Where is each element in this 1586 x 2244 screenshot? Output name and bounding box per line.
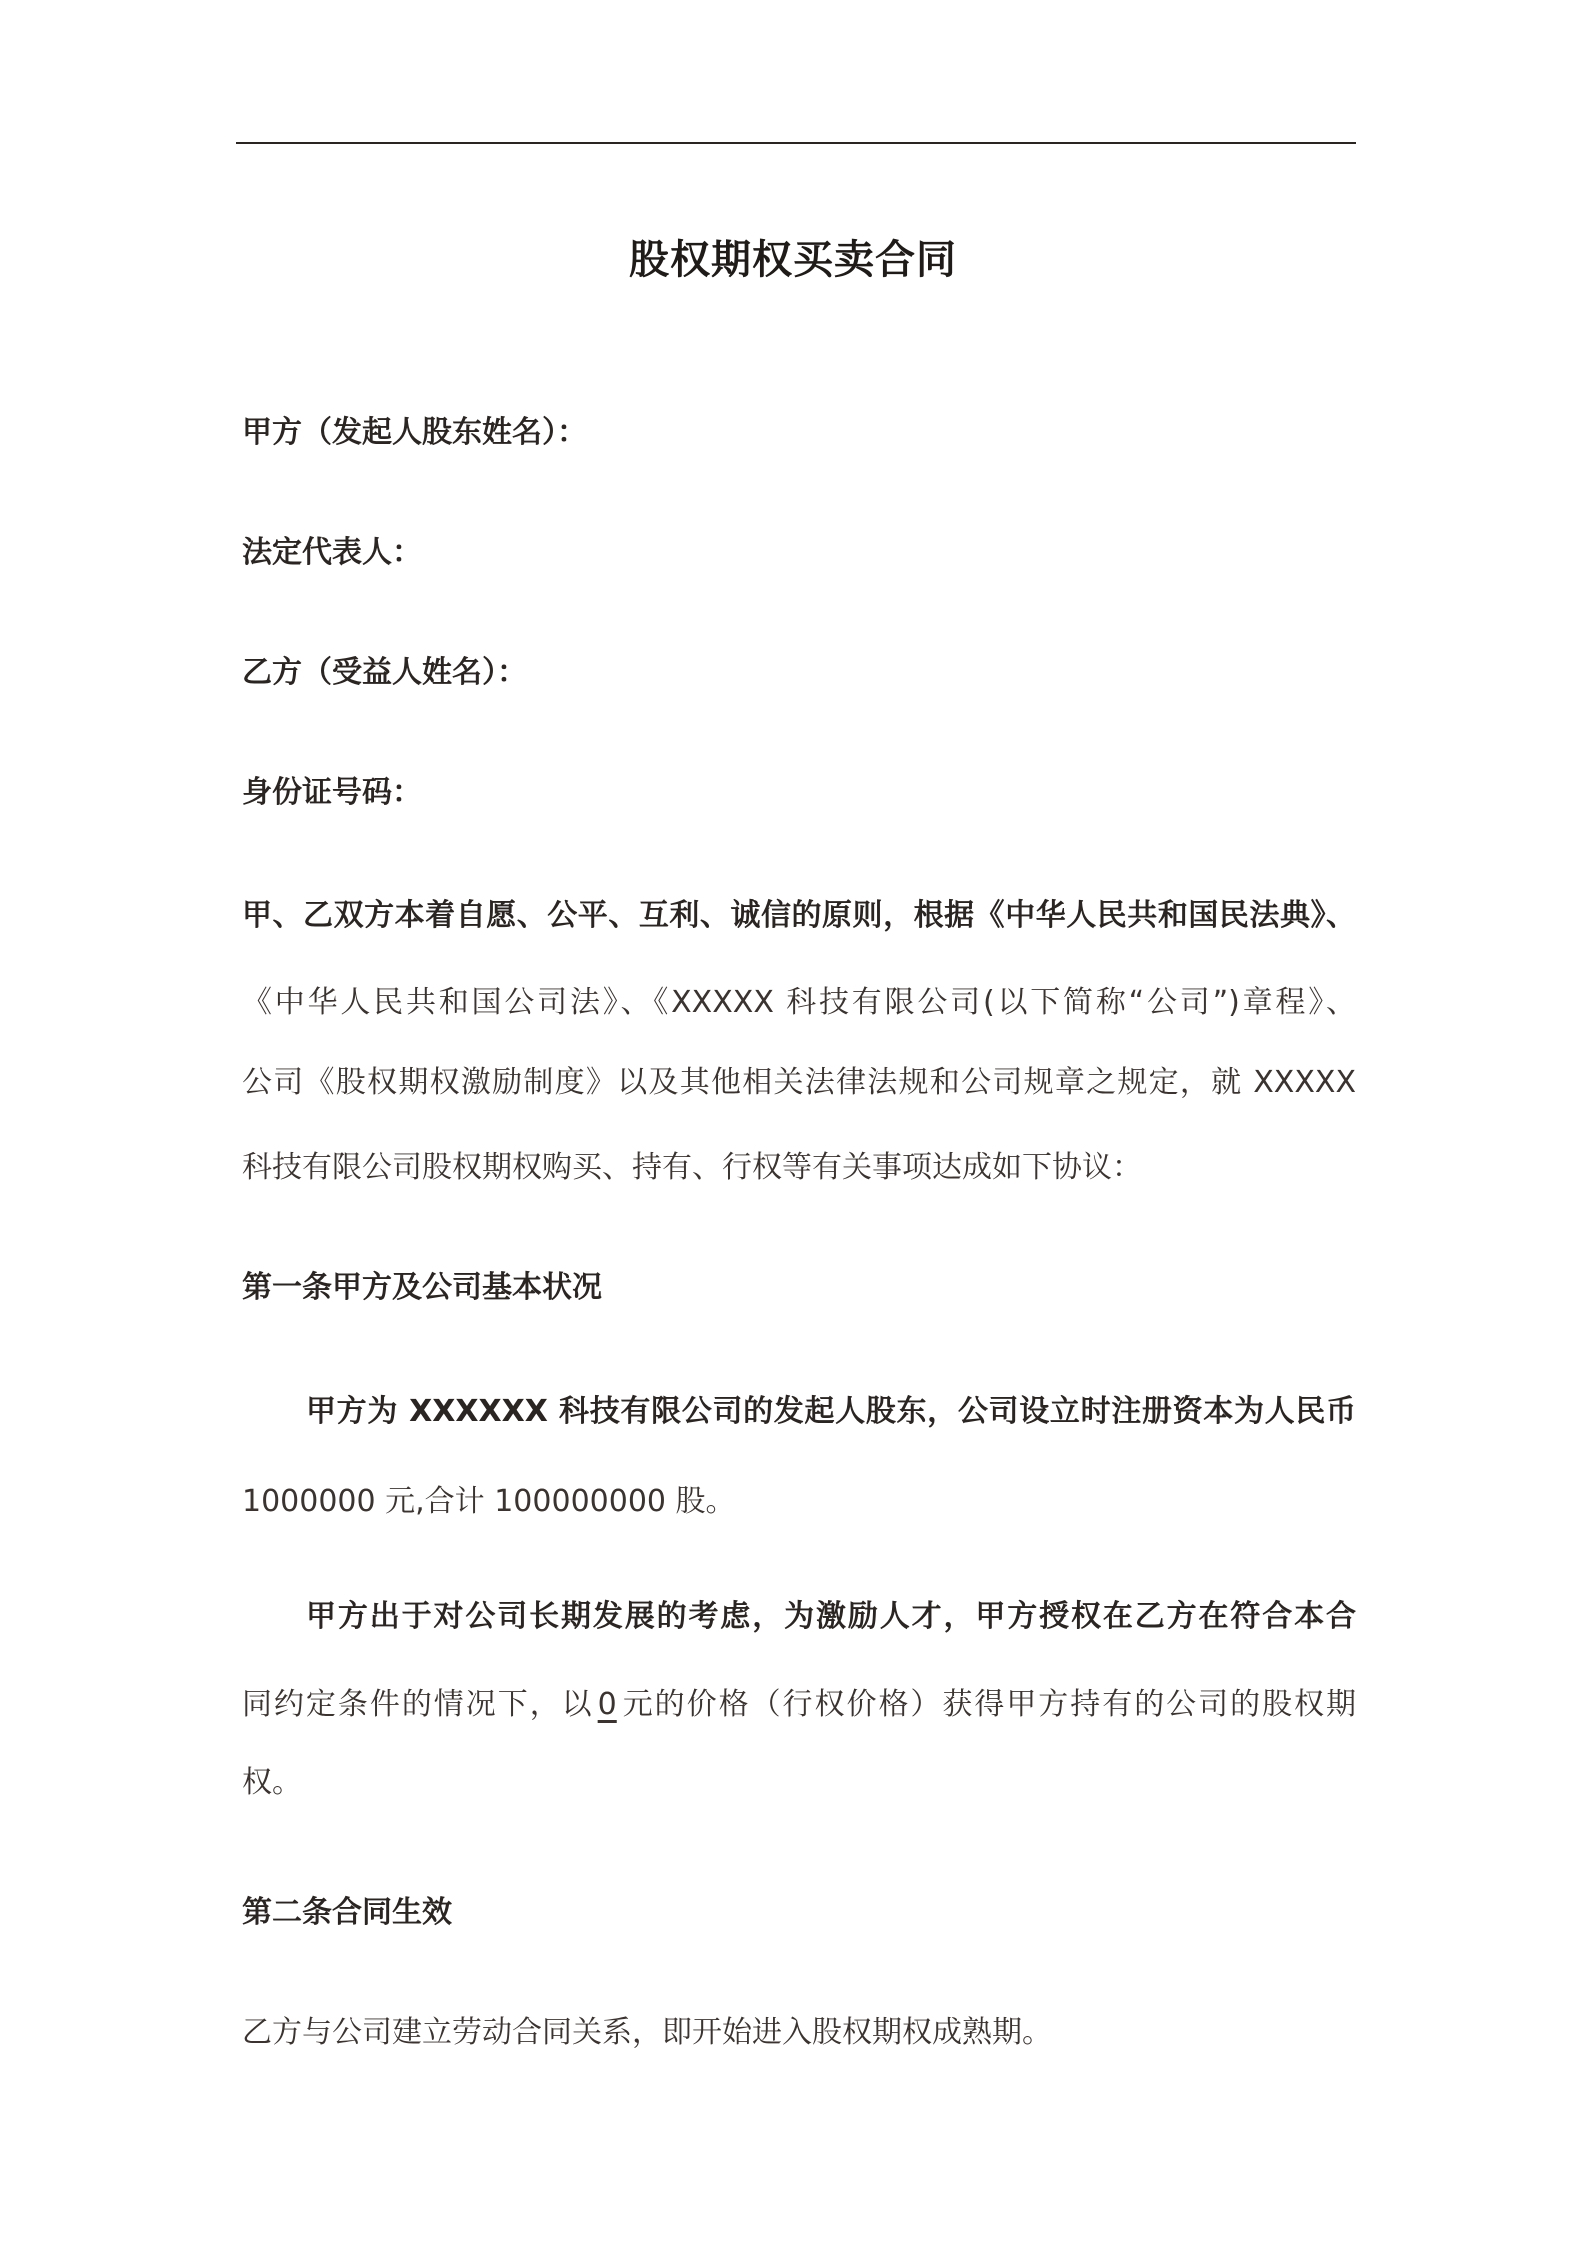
preamble-line-2: 《中华人民共和国公司法》、《XXXXX 科技有限公司(以下简称“公司”)章程》、 [242,985,1356,1020]
preamble-line-4: 科技有限公司股权期权购买、持有、行权等有关事项达成如下协议： [242,1150,1142,1185]
party-b-label: 乙方（受益人姓名）： [242,655,527,690]
legal-representative-label: 法定代表人： [242,535,422,570]
preamble-line-3: 公司《股权期权激励制度》以及其他相关法律法规和公司规章之规定，就 XXXXX [242,1065,1356,1100]
article-1-paragraph-2-line-3: 权。 [242,1765,302,1800]
preamble-line-1: 甲、乙双方本着自愿、公平、互利、诚信的原则，根据《中华人民共和国民法典》、 [242,898,1356,933]
article-1-paragraph-2-line-2 [242,1685,1356,1725]
party-a-label: 甲方（发起人股东姓名）： [242,415,587,450]
price-prefix-text: 同约定条件的情况下，以 [242,1687,594,1722]
price-suffix-text: 元的价格（行权价格）获得甲方持有的公司的股权期 [620,1687,1357,1722]
document-title: 股权期权买卖合同 [629,237,957,283]
id-number-label: 身份证号码： [242,775,422,810]
article-1-paragraph-1-line-2: 1000000 元,合计 100000000 股。 [242,1484,736,1519]
article-2-paragraph-1: 乙方与公司建立劳动合同关系，即开始进入股权期权成熟期。 [242,2015,1052,2050]
exercise-price-value: 0 [597,1687,617,1722]
article-1-paragraph-1-line-1: 甲方为 XXXXXX 科技有限公司的发起人股东，公司设立时注册资本为人民币 [306,1394,1356,1429]
header-rule [236,142,1356,144]
article-1-heading: 第一条甲方及公司基本状况 [242,1270,602,1305]
article-1-paragraph-2-line-1: 甲方出于对公司长期发展的考虑，为激励人才，甲方授权在乙方在符合本合 [306,1599,1356,1634]
article-2-heading: 第二条合同生效 [242,1895,452,1930]
